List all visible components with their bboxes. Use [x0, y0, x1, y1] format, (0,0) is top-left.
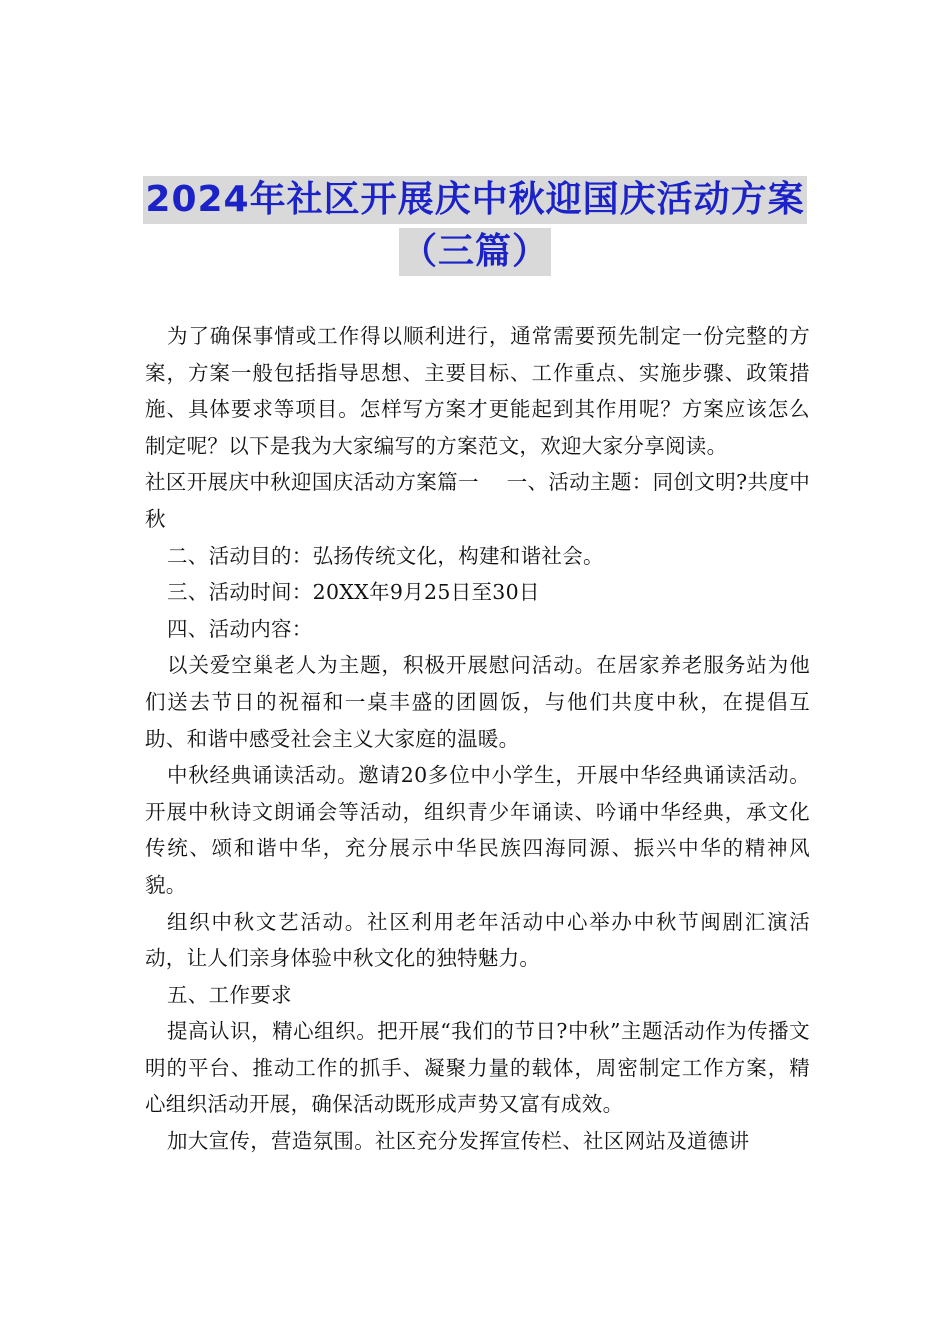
requirement-paragraph-awareness: 提高认识，精心组织。把开展“我们的节日?中秋”主题活动作为传播文明的平台、推动工作的抓手、凝聚力量的载体，周密制定工作方案，精心组织活动开展，确保活动既形成声势又富有成效。: [145, 1019, 810, 1117]
content-paragraph-reading: 中秋经典诵读活动。邀请20多位中小学生，开展中华经典诵读活动。开展中秋诗文朗诵会等活动，组织青少年诵读、吟诵中华经典，承文化传统、颂和谐中华，充分展示中华民族四海同源、振兴中华的精神风貌。: [145, 763, 810, 897]
requirement-paragraph-publicity: 加大宣传，营造氛围。社区充分发挥宣传栏、社区网站及道德讲: [167, 1129, 750, 1154]
title-line-1: 2024年社区开展庆中秋迎国庆活动方案: [143, 176, 806, 224]
section-heading-paragraph: 社区开展庆中秋迎国庆活动方案篇一 一、活动主题：同创文明?共度中秋: [145, 470, 810, 531]
intro-paragraph: 为了确保事情或工作得以顺利进行，通常需要预先制定一份完整的方案，方案一般包括指导思想、主要目标、工作重点、实施步骤、政策措施、具体要求等项目。怎样写方案才更能起到其作用呢？方案应该怎么制定呢？以下是我为大家编写的方案范文，欢迎大家分享阅读。: [145, 324, 810, 458]
title-line-2: （三篇）: [399, 228, 551, 276]
document-title: [100, 176, 850, 280]
work-requirements-heading: 五、工作要求: [167, 982, 292, 1007]
activity-content-heading: 四、活动内容：: [167, 616, 313, 641]
content-paragraph-performance: 组织中秋文艺活动。社区利用老年活动中心举办中秋节闽剧汇演活动，让人们亲身体验中秋文化的独特魅力。: [145, 909, 810, 971]
activity-time: 三、活动时间：20XX年9月25日至30日: [167, 580, 540, 605]
activity-purpose: 二、活动目的：弘扬传统文化，构建和谐社会。: [167, 543, 604, 568]
content-paragraph-elderly: 以关爱空巢老人为主题，积极开展慰问活动。在居家养老服务站为他们送去节日的祝福和一桌丰盛的团圆饭，与他们共度中秋，在提倡互助、和谐中感受社会主义大家庭的温暖。: [145, 653, 810, 751]
document-body: [145, 318, 810, 1160]
